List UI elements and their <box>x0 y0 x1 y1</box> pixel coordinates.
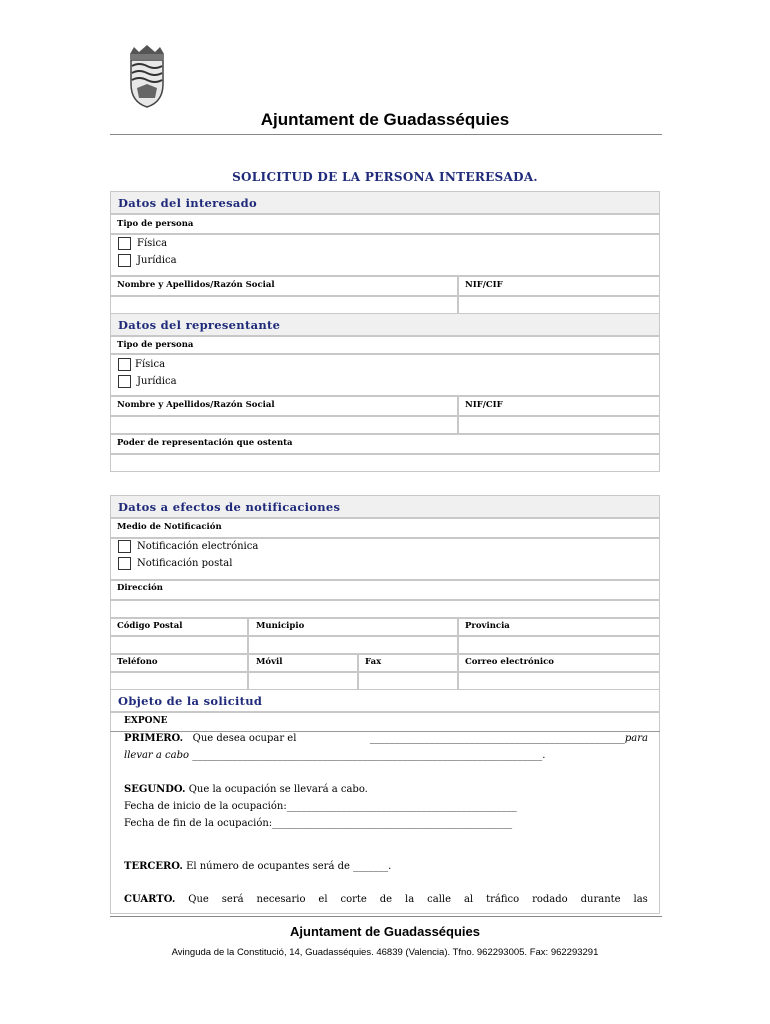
coat-of-arms-icon <box>124 44 170 108</box>
page-title: Ajuntament de Guadasséquies <box>260 110 510 129</box>
segundo-line <box>124 784 368 795</box>
tercero-text: El número de ocupantes será de <box>186 861 350 872</box>
llevar-line <box>124 750 545 761</box>
nombre-input-representante[interactable] <box>110 416 458 434</box>
cuarto-word: calle <box>427 894 452 905</box>
option-juridica-label: Jurídica <box>137 255 177 266</box>
option-juridica-rep-label: Jurídica <box>137 376 177 387</box>
correo-input[interactable] <box>458 672 660 690</box>
label-correo: Correo electrónico <box>465 657 554 667</box>
cuarto-word: la <box>405 894 415 905</box>
provincia-input[interactable] <box>458 636 660 654</box>
expone-divider <box>110 731 660 732</box>
options-box-representante <box>110 354 660 396</box>
label-tipo-persona-rep: Tipo de persona <box>117 340 194 350</box>
section-heading-interesado: Datos del interesado <box>110 191 660 214</box>
tercero-blank[interactable]: _______. <box>353 861 392 872</box>
footer-address: Avinguda de la Constitució, 14, Guadasséquies. 46839 (Valencia). Tfno. 962293005. Fax: 962293291 <box>171 947 599 958</box>
fin-text: Fecha de fin de la ocupación: <box>124 818 273 829</box>
cuarto-word: Que <box>188 894 209 905</box>
label-nif: NIF/CIF <box>465 280 503 290</box>
options-box-interesado <box>110 234 660 276</box>
primero-label: PRIMERO. <box>124 733 184 744</box>
label-direccion: Dirección <box>117 583 163 593</box>
label-tipo-persona: Tipo de persona <box>117 219 194 229</box>
option-electronica-label: Notificación electrónica <box>137 541 259 552</box>
fin-line <box>124 818 512 829</box>
option-postal-label: Notificación postal <box>137 558 233 569</box>
llevar-text: llevar a cabo <box>124 750 190 761</box>
footer-title: Ajuntament de Guadasséquies <box>290 924 480 939</box>
row-direccion-label <box>110 580 660 600</box>
checkbox-juridica-interesado[interactable] <box>118 254 131 267</box>
header-divider <box>110 134 662 135</box>
section-heading-objeto: Objeto de la solicitud <box>110 689 660 712</box>
footer-divider <box>110 916 662 917</box>
cuarto-word: tráfico <box>486 894 520 905</box>
checkbox-notificacion-postal[interactable] <box>118 557 131 570</box>
label-nombre: Nombre y Apellidos/Razón Social <box>117 280 275 290</box>
label-medio-notificacion: Medio de Notificación <box>117 522 222 532</box>
label-codigo-postal: Código Postal <box>117 621 183 631</box>
cuarto-word: el <box>318 894 328 905</box>
nif-input-interesado[interactable] <box>458 296 660 314</box>
label-telefono: Teléfono <box>117 657 158 667</box>
cuarto-word: las <box>633 894 648 905</box>
label-nif-rep: NIF/CIF <box>465 400 503 410</box>
label-nombre-rep: Nombre y Apellidos/Razón Social <box>117 400 275 410</box>
option-fisica-rep-label: Física <box>135 359 166 370</box>
primero-end: para <box>624 733 648 744</box>
tercero-line <box>124 861 391 872</box>
inicio-line <box>124 801 517 812</box>
nif-input-representante[interactable] <box>458 416 660 434</box>
movil-input[interactable] <box>248 672 358 690</box>
codigo-postal-input[interactable] <box>110 636 248 654</box>
inicio-blank[interactable]: ______________________________________________ <box>286 801 517 812</box>
fax-input[interactable] <box>358 672 458 690</box>
label-provincia: Provincia <box>465 621 510 631</box>
label-municipio: Municipio <box>256 621 305 631</box>
poder-input[interactable] <box>110 454 660 472</box>
cuarto-word: durante <box>580 894 621 905</box>
telefono-input[interactable] <box>110 672 248 690</box>
inicio-text: Fecha de inicio de la ocupación: <box>124 801 287 812</box>
checkbox-fisica-interesado[interactable] <box>118 237 131 250</box>
cuarto-word: de <box>379 894 393 905</box>
checkbox-notificacion-electronica[interactable] <box>118 540 131 553</box>
checkbox-fisica-representante[interactable] <box>118 358 131 371</box>
cuarto-line <box>124 894 648 905</box>
option-fisica-label: Física <box>137 238 168 249</box>
checkbox-juridica-representante[interactable] <box>118 375 131 388</box>
cuarto-word: necesario <box>256 894 306 905</box>
primero-text: Que desea ocupar el <box>192 733 297 744</box>
segundo-label: SEGUNDO. <box>124 784 186 795</box>
section-heading-notificaciones: Datos a efectos de notificaciones <box>110 495 660 518</box>
llevar-blank[interactable]: ______________________________________________________________________. <box>192 750 546 761</box>
label-movil: Móvil <box>256 657 283 667</box>
municipio-input[interactable] <box>248 636 458 654</box>
label-expone: EXPONE <box>124 716 168 726</box>
cuarto-word: al <box>463 894 474 905</box>
section-heading-representante: Datos del representante <box>110 313 660 336</box>
fin-blank[interactable]: ________________________________________________ <box>272 818 513 829</box>
form-title: SOLICITUD DE LA PERSONA INTERESADA. <box>232 170 538 184</box>
cuarto-label: CUARTO. <box>124 894 176 905</box>
direccion-input[interactable] <box>110 600 660 618</box>
label-poder: Poder de representación que ostenta <box>117 438 293 448</box>
cuarto-word: corte <box>340 894 367 905</box>
tercero-label: TERCERO. <box>124 861 183 872</box>
primero-line <box>124 733 648 744</box>
cuarto-word: será <box>221 894 244 905</box>
primero-blank[interactable]: ___________________________________________________ <box>369 733 625 744</box>
cuarto-word: rodado <box>532 894 568 905</box>
segundo-text: Que la ocupación se llevará a cabo. <box>188 784 368 795</box>
label-fax: Fax <box>365 657 382 667</box>
nombre-input-interesado[interactable] <box>110 296 458 314</box>
